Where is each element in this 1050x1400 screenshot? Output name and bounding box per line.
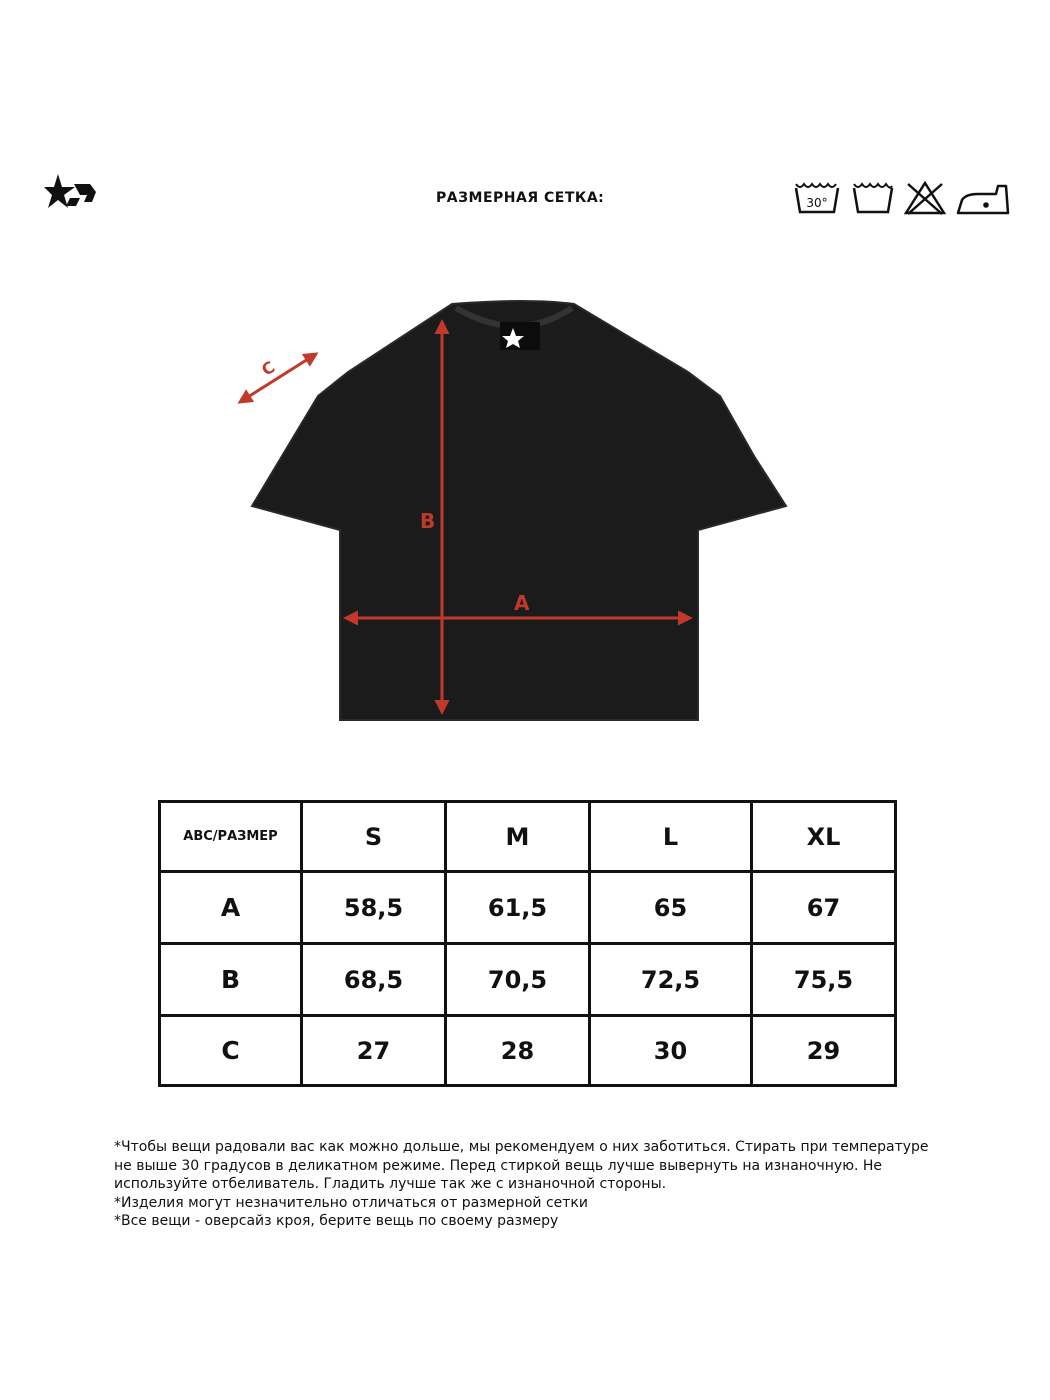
size-header-l: L	[590, 802, 752, 872]
table-header-row	[160, 802, 896, 872]
size-table	[158, 800, 897, 1087]
no-bleach-icon	[904, 180, 946, 216]
table-cell: 29	[752, 1016, 896, 1086]
row-label-c: C	[160, 1016, 302, 1086]
row-label-b: B	[160, 944, 302, 1016]
brand-logo-icon	[44, 174, 98, 218]
size-header-m: M	[446, 802, 590, 872]
tshirt-shape	[252, 301, 786, 720]
note-size-deviation: *Изделия могут незначительно отличаться от размерной сетки	[114, 1194, 588, 1211]
care-notes	[114, 1138, 944, 1231]
table-cell: 72,5	[590, 944, 752, 1016]
table-row	[160, 944, 896, 1016]
wash-30-icon	[794, 180, 840, 216]
table-cell: 68,5	[302, 944, 446, 1016]
table-cell: 75,5	[752, 944, 896, 1016]
table-cell: 58,5	[302, 872, 446, 944]
table-cell: 70,5	[446, 944, 590, 1016]
tshirt-diagram	[228, 296, 828, 726]
table-row	[160, 872, 896, 944]
measure-c-label: C	[258, 357, 279, 380]
table-cell: 65	[590, 872, 752, 944]
size-header-xl: XL	[752, 802, 896, 872]
table-cell: 27	[302, 1016, 446, 1086]
row-label-a: A	[160, 872, 302, 944]
page-title: РАЗМЕРНАЯ СЕТКА:	[436, 190, 605, 206]
hand-wash-icon	[852, 180, 894, 216]
table-cell: 67	[752, 872, 896, 944]
measure-a-label: A	[514, 591, 530, 615]
size-header-s: S	[302, 802, 446, 872]
iron-low-icon	[956, 180, 1010, 216]
measure-c-arrow	[240, 354, 316, 402]
table-cell: 30	[590, 1016, 752, 1086]
table-cell: 28	[446, 1016, 590, 1086]
table-row	[160, 1016, 896, 1086]
wash-temp-label: 30°	[806, 196, 828, 210]
note-oversize: *Все вещи - оверсайз кроя, берите вещь по своему размеру	[114, 1213, 559, 1229]
note-care: *Чтобы вещи радовали вас как можно дольше, мы рекомендуем о них заботиться. Стирать при температуре не выше 30 градусов в деликатном режиме. Перед стиркой вещь лучше вывернуть на изнаночную. Не используйте отбеливатель. Гладить лучше так же с изнаночной стороны.	[114, 1139, 929, 1192]
table-cell: 61,5	[446, 872, 590, 944]
table-corner-cell: ABC/РАЗМЕР	[160, 802, 302, 872]
measure-b-label: B	[420, 509, 436, 533]
